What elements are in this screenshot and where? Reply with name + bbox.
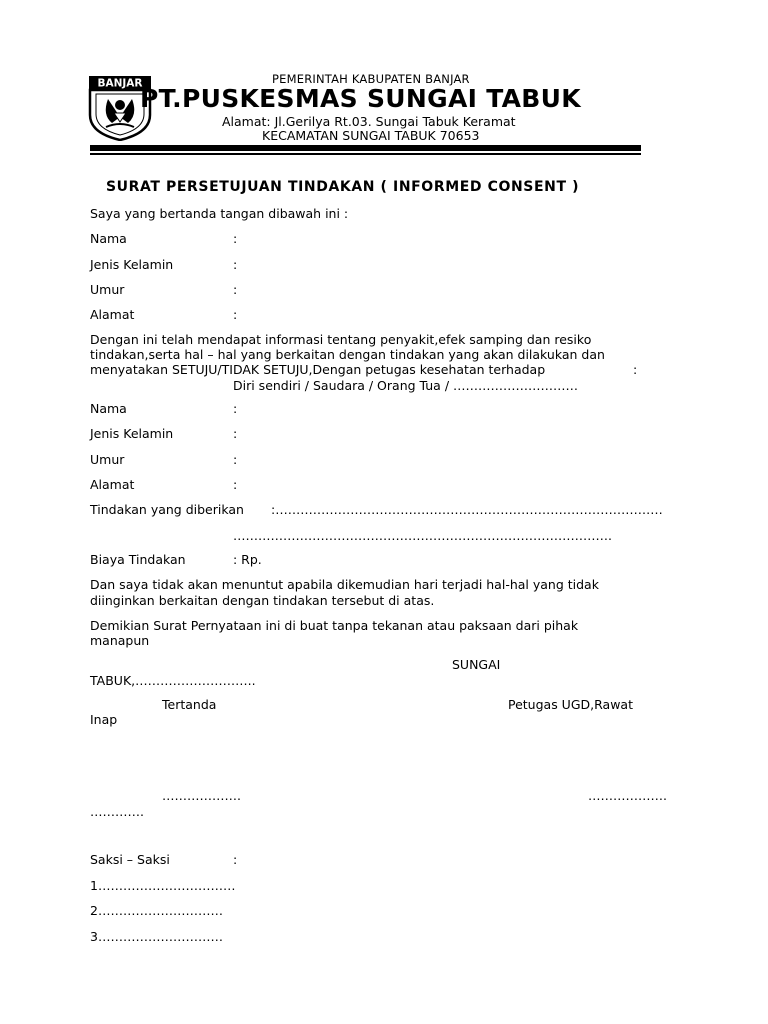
field-label-umur: Umur [90,282,125,297]
signature-line-wrap: …………. [90,804,144,819]
statement-line: diinginkan berkaitan dengan tindakan tersebut di atas. [90,593,435,608]
field-colon: : [233,477,238,492]
consent-paragraph-line: tindakan,serta hal – hal yang berkaitan dengan tindakan yang akan dilakukan dan [90,347,605,362]
biaya-value: : Rp. [233,552,262,567]
field-colon: : [233,282,238,297]
document-heading: SURAT PERSETUJUAN TINDAKAN ( INFORMED CONSENT ) [106,179,580,195]
signer-right-label: Petugas UGD,Rawat [508,697,633,712]
biaya-label: Biaya Tindakan [90,552,186,567]
place-line: SUNGAI [452,657,501,672]
field-label-nama: Nama [90,401,127,416]
closing-line: Demikian Surat Pernyataan ini di buat tanpa tekanan atau paksaan dari pihak [90,618,579,633]
field-colon: : [233,231,238,246]
tindakan-label: Tindakan yang diberikan [90,502,244,517]
intro-text: Saya yang bertanda tangan dibawah ini : [90,206,349,221]
logo-text: BANJAR [97,77,143,90]
signature-line-left: ………………. [162,788,241,803]
field-label-alamat: Alamat [90,307,135,322]
field-colon: : [233,401,238,416]
relation-options: Diri sendiri / Saudara / Orang Tua / ………………………… [233,378,579,393]
field-label-nama: Nama [90,231,127,246]
signer-right-label-wrap: Inap [90,712,118,727]
witness-line: 2………………………… [90,903,223,918]
field-colon: : [233,307,238,322]
statement-line: Dan saya tidak akan menuntut apabila dikemudian hari terjadi hal-hal yang tidak [90,577,599,592]
address-line-2: KECAMATAN SUNGAI TABUK 70653 [262,128,480,143]
field-colon: : [233,852,238,867]
tindakan-dots: :………………………………………………………………………………… [271,502,663,517]
place-date-line: TABUK,……………………….. [90,673,256,688]
consent-paragraph-line: Dengan ini telah mendapat informasi tentang penyakit,efek samping dan resiko [90,332,592,347]
government-name: PEMERINTAH KABUPATEN BANJAR [272,72,470,86]
signature-line-right: ………………. [588,788,667,803]
field-label-jenis-kelamin: Jenis Kelamin [90,426,174,441]
field-label-alamat: Alamat [90,477,135,492]
field-colon: : [633,362,638,377]
header-rule-thin [90,153,641,155]
address-line-1: Alamat: Jl.Gerilya Rt.03. Sungai Tabuk Keramat [222,114,516,129]
field-colon: : [233,452,238,467]
header-rule-thick [90,145,641,151]
consent-paragraph-line: menyatakan SETUJU/TIDAK SETUJU,Dengan petugas kesehatan terhadap [90,362,546,377]
tindakan-dots: ………………………………………………………………………………. [233,528,612,543]
witness-label: Saksi – Saksi [90,852,170,867]
signer-left-label: Tertanda [162,697,217,712]
witness-line: 1…………………………… [90,878,236,893]
field-label-jenis-kelamin: Jenis Kelamin [90,257,174,272]
field-colon: : [233,426,238,441]
page-title: PT.PUSKESMAS SUNGAI TABUK [140,84,581,113]
closing-line: manapun [90,633,150,648]
witness-line: 3………………………… [90,929,223,944]
field-label-umur: Umur [90,452,125,467]
field-colon: : [233,257,238,272]
